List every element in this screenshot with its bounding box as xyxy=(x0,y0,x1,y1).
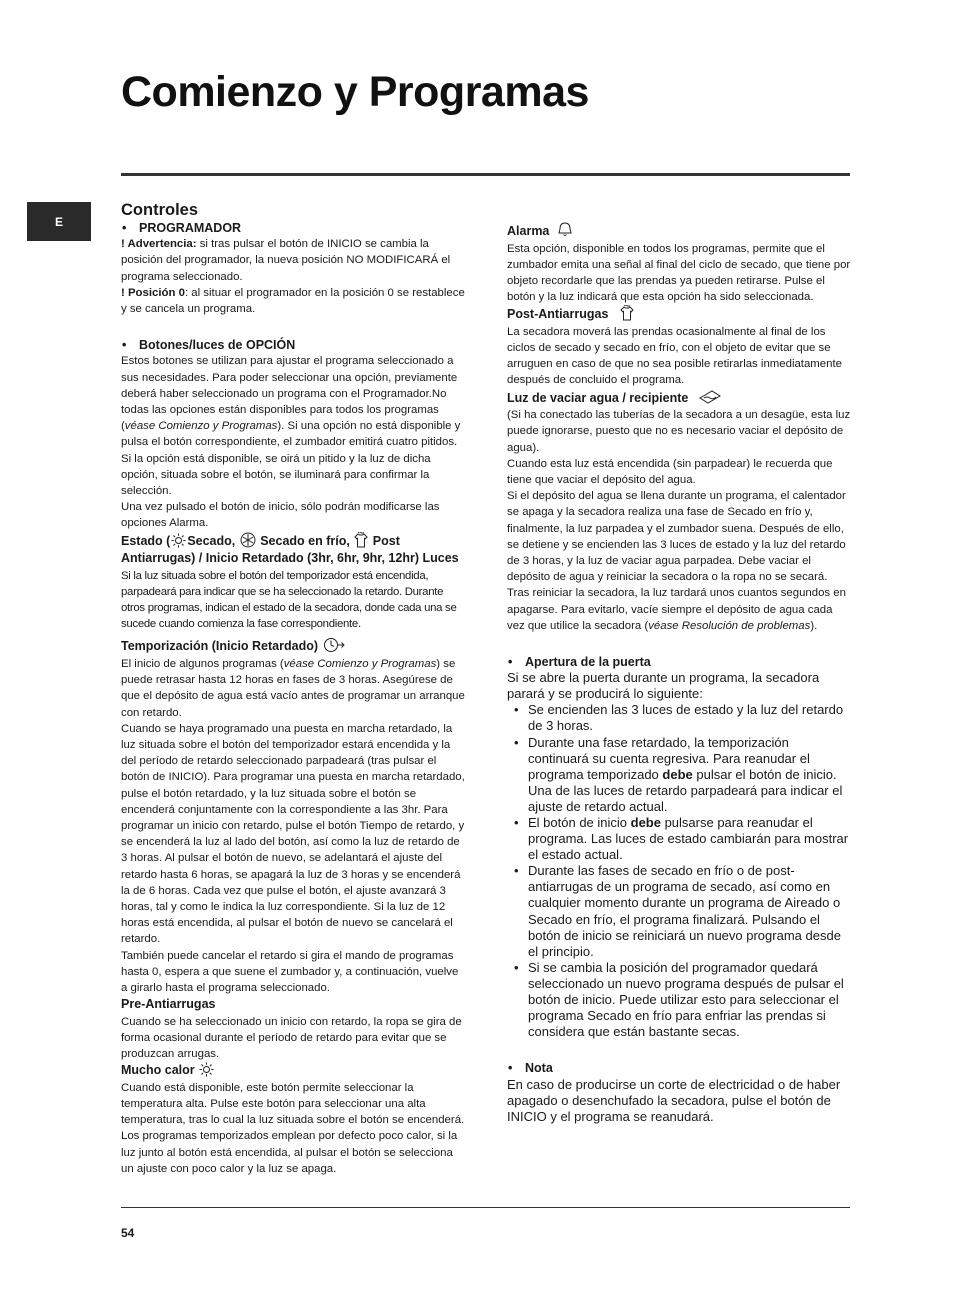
temporizacion-paragraph-3: También puede cancelar el retardo si gira el mando de programas hasta 0, espera a que suene el zumbador y, a continuación, vuelve a girarlo hasta el programa seleccionado. xyxy=(121,949,459,995)
page-title: Comienzo y Programas xyxy=(121,68,589,116)
nota-paragraph: En caso de producirse un corte de electricidad o de haber apagado o desenchufado la secadora, pulse el botón de INICIO y el programa se reanudará. xyxy=(507,1076,841,1124)
heading-pre-antiarrugas: Pre-Antiarrugas xyxy=(121,997,216,1012)
heading-nota: • Nota xyxy=(508,1061,553,1076)
post-antiarrugas-paragraph: La secadora moverá las prendas ocasionalmente al final de los ciclos de secado y secado en frío, con el objeto de evitar que se arruguen en caso de que no sea posible retirarlas inmediatamente después de concluido el programa. xyxy=(507,325,842,387)
heading-apertura: • Apertura de la puerta xyxy=(508,654,651,669)
luz-vaciar-paragraph-2: Cuando esta luz está encendida (sin parpadear) le recuerda que tiene que vaciar el depósito del agua. xyxy=(507,457,833,486)
heading-alarma: Alarma xyxy=(507,222,852,241)
luz-vaciar-paragraph-3: Si el depósito del agua se llena durante un programa, el calentador se apaga y la secadora realiza una fase de Secado en frío y, finalmente, la luz parpadea y el zumbador suena. Después de ello, se detiene y se encienden las 3 luces de estado y la luz del retardo de 3 horas, y la luz de vaciar agua parpadea. Debe vaciar el depósito de agua y reiniciar la secadora o la ropa no se secará. Tras reiniciar la secadora, la luz tardará unos cuantos segundos en apagarse. Para evitarlo, vacíe siempre el depósito de agua cada vez que utilice la secadora (véase Resolución de problemas). xyxy=(507,490,846,632)
language-tab: E xyxy=(27,202,91,241)
temporizacion-paragraph-2: Cuando se haya programado una puesta en marcha retardado, la luz situada sobre el botón del temporizador estará encendida y la del período de retardo seleccionado parpadeará (tras pulsar el botón de INICIO). Para programar una puesta en marcha retardado, pulse el botón retardado, y la luz situada sobre el botón se encenderá conjuntamente con la correspondiente a las 3hr. Para programar un inicio con retardo, pulse el botón Tiempo de retardo, y se encenderá la luz al lado del botón, así como la luz de retardo de 3 horas. Al pulsar el botón de nuevo, se adelantará el ajuste del retardo hasta 6 horas, se apagará la luz de 3 horas y se encenderá la de 6 horas. Cada vez que pulse el botón, el ajuste avanzará 3 horas, tal y como le indica la luz correspondiente. Si la luz de 12 horas está encendida, al pulsar el botón de nuevo se cancelará el retardo. xyxy=(121,722,465,946)
section-title-controles: Controles xyxy=(121,201,199,219)
water-container-icon xyxy=(698,389,722,405)
pre-antiarrugas-paragraph: Cuando se ha seleccionado un inicio con retardo, la ropa se gira de forma ocasional durante el período de retardo para evitar que se produzcan arrugas. xyxy=(121,1015,462,1061)
sun-icon xyxy=(199,1062,214,1077)
mucho-calor-paragraph: Cuando está disponible, este botón permite seleccionar la temperatura alta. Pulse este botón para seleccionar una alta temperatura, tras lo cual la luz situada sobre el botón se encenderá. Los programas temporizados emplean por defecto poco calor, si la luz junto al botón está encendida, al pulsar el botón se selecciona un ajuste con poco calor y la luz se apaga. xyxy=(121,1081,465,1175)
estado-paragraph: Si la luz situada sobre el botón del temporizador está encendida, parpadeará para indicar que se ha seleccionado la retardo. Durante otros programas, indican el estado de la secadora, donde cada una se sucede cuando comienza la fase correspondiente. xyxy=(121,569,457,631)
list-item: • Durante las fases de secado en frío o de post-antiarrugas de un programa de secado, así como en cualquier momento durante un programa de Aireado o Secado en frío, el programa finalizará. Pulsando el botón de inicio se reiniciará un nuevo programa desde el principio. xyxy=(507,863,852,960)
heading-estado: Estado ( Secado, Secado en frío, Post Antiarrugas) / Inicio Retardado (3hr, 6hr, 9hr, 12hr) Luces xyxy=(121,533,459,566)
bell-icon xyxy=(554,222,576,238)
heading-luz-vaciar: Luz de vaciar agua / recipiente xyxy=(507,389,852,408)
sun-icon xyxy=(171,533,186,548)
list-item: • Durante una fase retardado, la temporización continuará su cuenta regresiva. Para reanudar el programa temporizado debe pulsar el botón de inicio. Una de las luces de retardo parpadeará para indicar el ajuste de retardo actual. xyxy=(507,735,852,815)
temporizacion-paragraph-1: El inicio de algunos programas (véase Comienzo y Programas) se puede retrasar hasta 12 horas en fases de 3 horas. Asegúrese de que el depósito de agua está vacío antes de programar un arranque con retardo. xyxy=(121,657,465,719)
heading-programador: • PROGRAMADOR xyxy=(122,221,242,235)
clock-delay-icon xyxy=(323,637,345,653)
warning-text: ! Advertencia: si tras pulsar el botón de INICIO se cambia la posición del programador, la nueva posición NO MODIFICARÁ el programa seleccionado. xyxy=(121,238,451,283)
right-column xyxy=(507,222,852,1125)
position-zero-text: ! Posición 0: al situar el programador en la posición 0 se restablece y se cancela un programa. xyxy=(121,286,465,316)
alarma-paragraph: Esta opción, disponible en todos los programas, permite que el zumbador emita una señal al final del ciclo de secado, que tiene por objeto recordarle que las prendas ya pueden retirarse. Pulse el botón y la luz indicará que esta opción ha sido seleccionada. xyxy=(507,242,851,304)
list-item: • El botón de inicio debe pulsarse para reanudar el programa. Las luces de estado cambiarán para mostrar el estado actual. xyxy=(507,815,852,863)
left-column xyxy=(121,200,467,1177)
list-item: • Si se cambia la posición del programador quedará seleccionado un nuevo programa después de pulsar el botón de inicio. Puede utilizar esto para seleccionar el programa Secado en frío para enfriar las prendas si considera que están bastante secas. xyxy=(507,960,852,1040)
heading-post-antiarrugas: Post-Antiarrugas xyxy=(507,305,852,324)
title-divider xyxy=(121,173,850,176)
footer-divider xyxy=(121,1207,850,1208)
botones-paragraph-2: Una vez pulsado el botón de inicio, sólo podrán modificarse las opciones Alarma. xyxy=(121,501,440,530)
apertura-intro: Si se abre la puerta durante un programa, la secadora parará y se producirá lo siguiente: xyxy=(507,670,820,702)
heading-temporizacion: Temporización (Inicio Retardado) xyxy=(121,637,467,656)
botones-paragraph: Estos botones se utilizan para ajustar el programa seleccionado a sus necesidades. Para poder seleccionar una opción, previamente deberá haber seleccionado un programa con el Programador.No todas las opciones están disponibles para todos los programas (véase Comienzo y Programas). Si una opción no está disponible y pulsa el botón correspondiente, el zumbador emitirá cuatro pitidos. Si la opción está disponible, se oirá un pitido y la luz de dicha opción, situada sobre el botón, se iluminará para confirmar la selección. xyxy=(121,355,461,498)
page-number: 54 xyxy=(121,1226,135,1240)
shirt-icon xyxy=(620,305,634,321)
heading-mucho-calor: Mucho calor xyxy=(121,1062,467,1080)
luz-vaciar-paragraph-1: (Si ha conectado las tuberías de la secadora a un desagüe, esta luz puede ignorarse, puesto que no es necesario vaciar el depósito de agua). xyxy=(507,409,851,454)
list-item: • Se encienden las 3 luces de estado y la luz del retardo de 3 horas. xyxy=(507,702,852,734)
apertura-list xyxy=(507,702,852,1040)
snowflake-icon xyxy=(240,532,256,548)
shirt-icon xyxy=(354,532,368,548)
heading-botones: • Botones/luces de OPCIÓN xyxy=(122,338,296,353)
